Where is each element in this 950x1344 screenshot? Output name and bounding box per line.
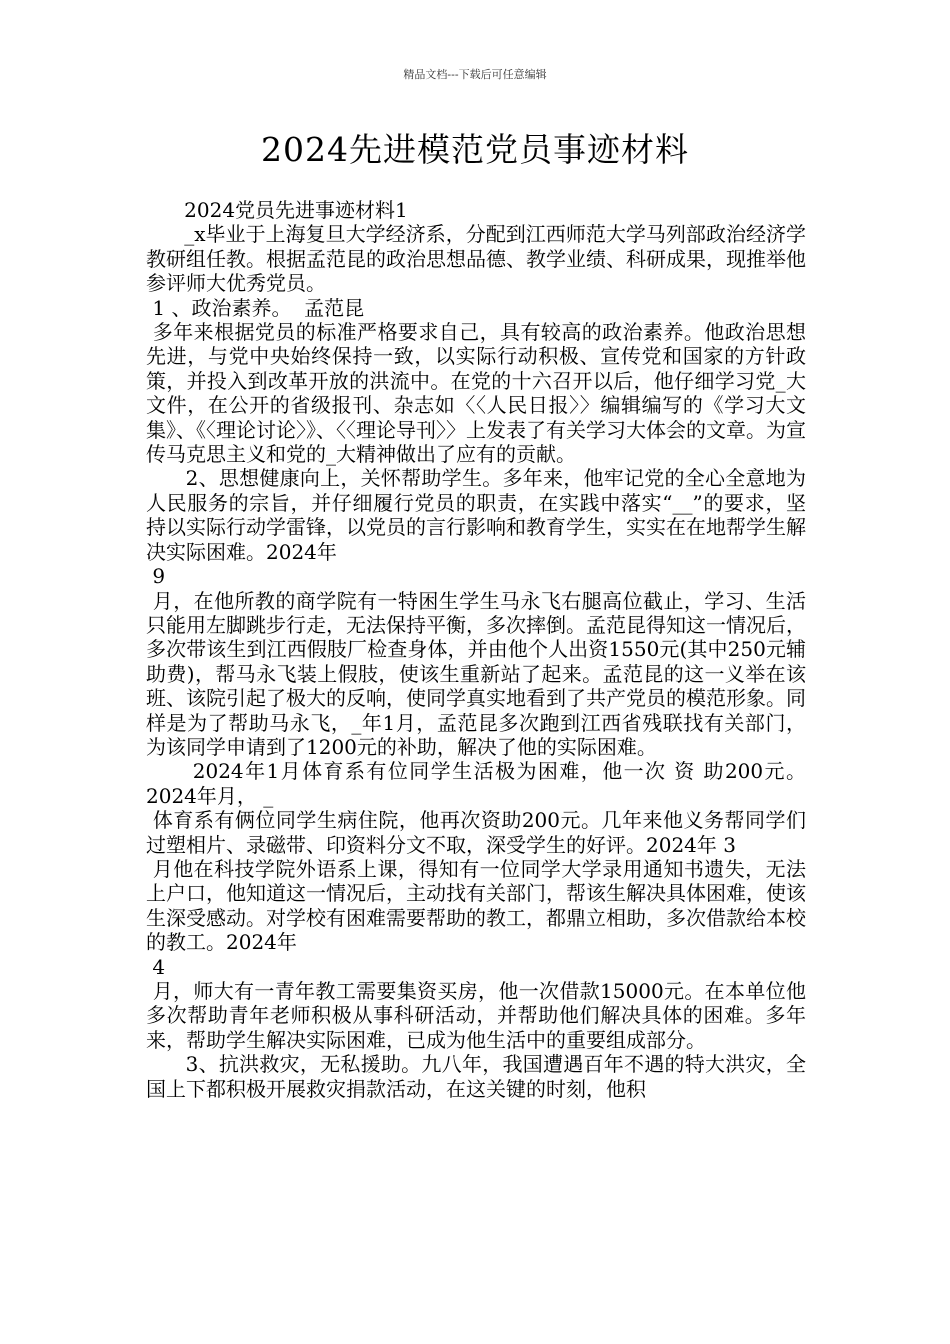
paragraph: 月，在他所教的商学院有一特困生学生马永飞右腿高位截止，学习、生活只能用左脚跳步行走，无法保持平衡，多次摔倒。孟范昆得知这一情况后，多次带该生到江西假肢厂检查身体，并由他个人出资1550元(其中250元辅助费)，帮马永飞装上假肢，使该生重新站了起来。孟范昆的这一义举在该班、该院引起了极大的反响，使同学真实地看到了共产党员的模范形象。同样是为了帮助马永飞，_年1月，孟范昆多次跑到江西省残联找有关部门，为该同学申请到了1200元的补助，解决了他的实际困难。 — [146, 588, 807, 759]
paragraph: 2、思想健康向上，关怀帮助学生。多年来，他牢记党的全心全意地为人民服务的宗旨，并仔细履行党员的职责，在实践中落实“__”的要求，坚持以实际行动学雷锋，以党员的言行影响和教育学生，实实在在地帮学生解决实际困难。2024年 — [146, 466, 806, 564]
paragraph: 月他在科技学院外语系上课，得知有一位同学大学录用通知书遗失，无法上户口，他知道这一情况后，主动找有关部门，帮该生解决具体困难，使该生深受感动。对学校有困难需要帮助的教工，都鼎立相助，多次借款给本校的教工。2024年 — [146, 856, 807, 955]
document-title: 2024先进模范党员事迹材料 — [261, 130, 689, 169]
paragraph: _x毕业于上海复旦大学经济系，分配到江西师范大学马列部政治经济学教研组任教。根据孟范昆的政治思想品德、教学业绩、科研成果，现推举他参评师大优秀党员。 — [146, 222, 806, 296]
paragraph: 9 — [146, 564, 166, 589]
paragraph: 3、抗洪救灾，无私援助。九八年，我国遭遇百年不遇的特大洪灾，全国上下都积极开展救灾捐款活动，在这关键的时刻，他积 — [146, 1052, 806, 1101]
paragraph: 月，师大有一青年教工需要集资买房，他一次借款15000元。在本单位他多次帮助青年老师积极从事科研活动，并帮助他们解决具体的困难。多年来，帮助学生解决实际困难，已成为他生活中的重要组成部分。 — [146, 979, 807, 1052]
document-body — [146, 198, 806, 1101]
paragraph: 1 、政治素养。 孟范昆 — [146, 295, 365, 320]
paragraph: 2024年1月体育系有位同学生活极为困难，他一次 资 助200元。2024年月， _ — [146, 759, 806, 808]
paragraph: 体育系有俩位同学生病住院，他再次资助200元。几年来他义务帮同学们过塑相片、录磁带、印资料分文不取，深受学生的好评。2024年 3 — [146, 808, 806, 857]
paragraph: 4 — [146, 954, 166, 979]
paragraph: 多年来根据党员的标准严格要求自己，具有较高的政治素养。他政治思想先进，与党中央始终保持一致，以实际行动积极、宣传党和国家的方针政策，并投入到改革开放的洪流中。在党的十六召开以后，他仔细学习党_大文件，在公开的省级报刊、杂志如〈〈人民日报〉〉编辑编写的《学习大文集》、《〈理论讨论〉》、〈〈理论导刊〉〉上发表了有关学习大体会的文章。为宣传马克思主义和党的_大精神做出了应有的贡献。 — [146, 320, 807, 467]
paragraph: 2024党员先进事迹材料1 — [146, 198, 408, 222]
page-header: 精品文档---下载后可任意编辑 — [403, 68, 547, 81]
